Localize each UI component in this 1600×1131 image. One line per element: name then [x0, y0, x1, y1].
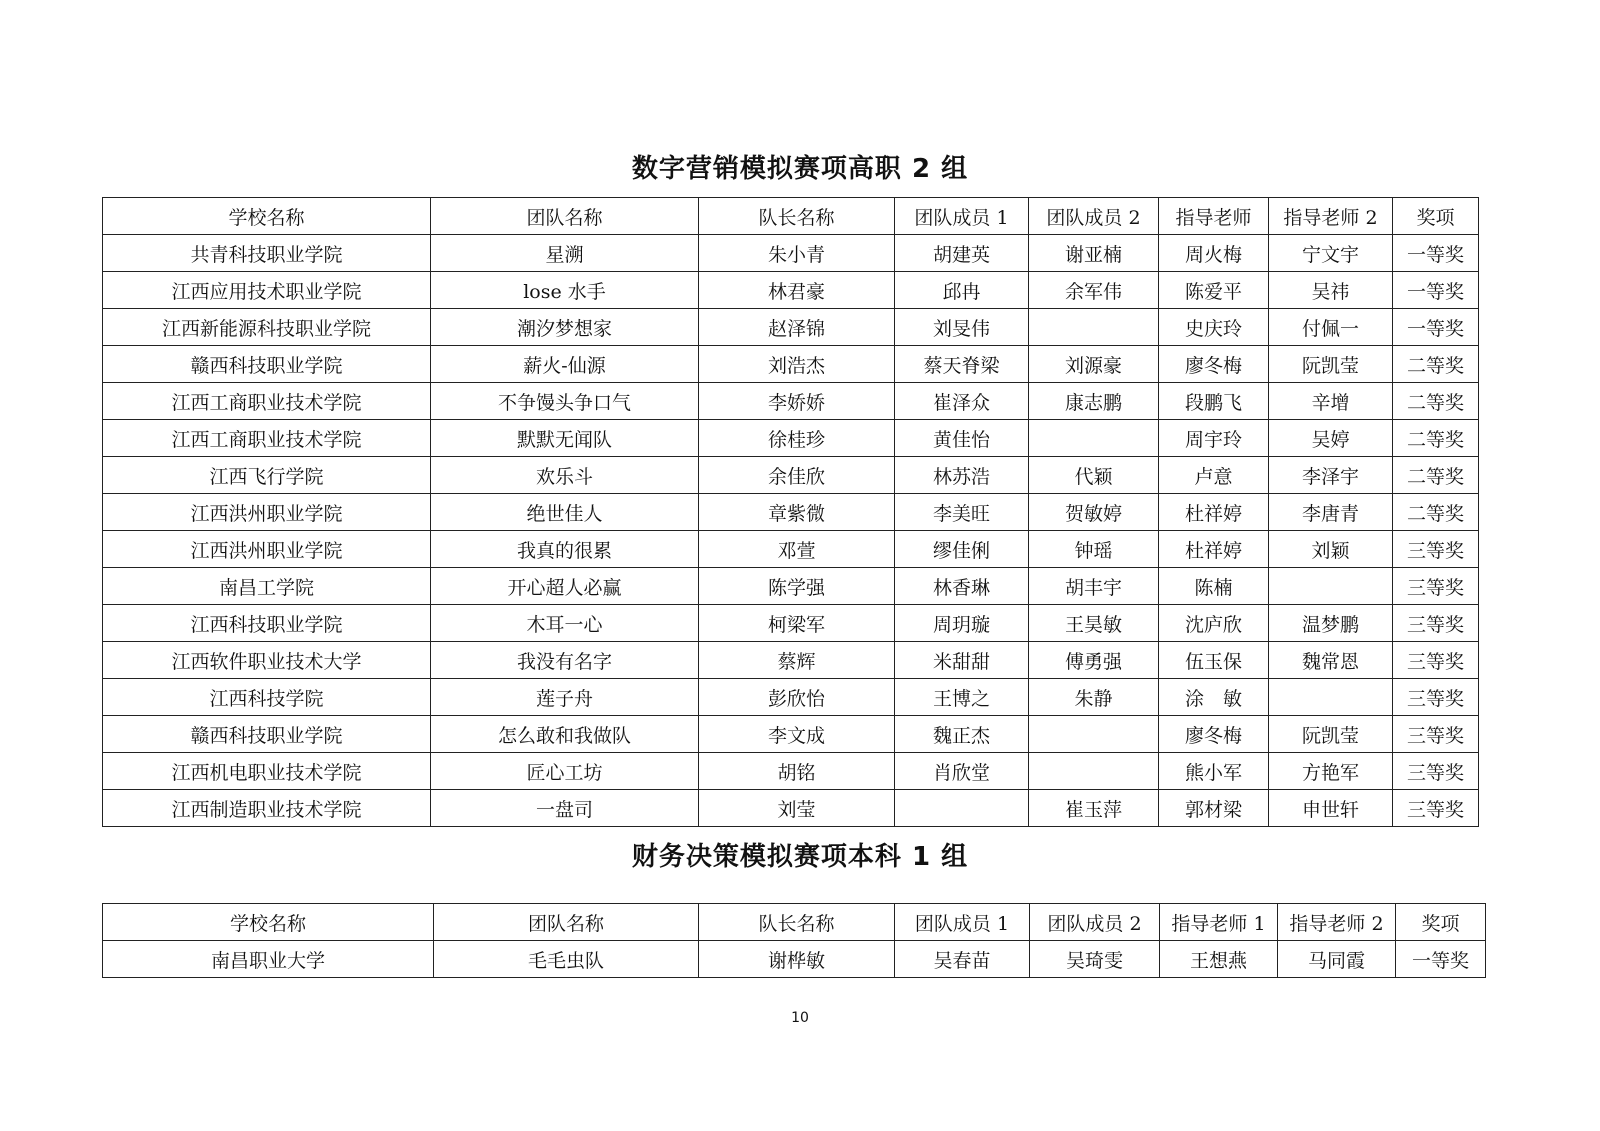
table-cell: 林苏浩	[895, 457, 1029, 494]
table-cell: 申世轩	[1269, 790, 1393, 827]
table-cell: 傅勇强	[1029, 642, 1159, 679]
table-cell: 贺敏婷	[1029, 494, 1159, 531]
table-cell: 三等奖	[1393, 605, 1479, 642]
table-cell: 李唐青	[1269, 494, 1393, 531]
table-row	[103, 383, 1479, 420]
table-cell: 刘颖	[1269, 531, 1393, 568]
table-cell: 吴琦雯	[1030, 941, 1160, 978]
table-cell: 段鹏飞	[1159, 383, 1269, 420]
table-cell: 刘旻伟	[895, 309, 1029, 346]
table-cell: 徐桂珍	[699, 420, 895, 457]
table-cell: 沈庐欣	[1159, 605, 1269, 642]
table-row	[103, 235, 1479, 272]
column-header: 指导老师	[1159, 198, 1269, 235]
table-cell: 胡丰宇	[1029, 568, 1159, 605]
column-header: 学校名称	[103, 198, 431, 235]
table-cell: 李美旺	[895, 494, 1029, 531]
table-cell: 赣西科技职业学院	[103, 716, 431, 753]
table-row	[103, 679, 1479, 716]
table-cell: 一等奖	[1393, 235, 1479, 272]
column-header: 队长名称	[699, 198, 895, 235]
table-cell: 郭材梁	[1159, 790, 1269, 827]
column-header: 奖项	[1396, 904, 1486, 941]
table-cell: 江西软件职业技术大学	[103, 642, 431, 679]
table-cell: 三等奖	[1393, 753, 1479, 790]
table-cell: 江西制造职业技术学院	[103, 790, 431, 827]
table-cell: 蔡辉	[699, 642, 895, 679]
table-cell: 廖冬梅	[1159, 716, 1269, 753]
column-header: 团队成员 1	[895, 904, 1030, 941]
table-cell: 江西工商职业技术学院	[103, 383, 431, 420]
table-cell: 王昊敏	[1029, 605, 1159, 642]
table-cell: 二等奖	[1393, 420, 1479, 457]
table-row	[103, 753, 1479, 790]
table-cell: 木耳一心	[431, 605, 699, 642]
table-cell: 史庆玲	[1159, 309, 1269, 346]
table-cell: 绝世佳人	[431, 494, 699, 531]
table-cell: 卢意	[1159, 457, 1269, 494]
table-cell: 薪火-仙源	[431, 346, 699, 383]
table-cell: 代颖	[1029, 457, 1159, 494]
table-cell	[1269, 568, 1393, 605]
table-row	[103, 457, 1479, 494]
table-cell: 江西飞行学院	[103, 457, 431, 494]
table-cell: 邱冉	[895, 272, 1029, 309]
column-header: 学校名称	[103, 904, 434, 941]
column-header: 团队名称	[431, 198, 699, 235]
table-cell: 崔泽众	[895, 383, 1029, 420]
column-header: 指导老师 1	[1160, 904, 1278, 941]
table-cell: 谢亚楠	[1029, 235, 1159, 272]
table-cell: 朱小青	[699, 235, 895, 272]
table-cell: 莲子舟	[431, 679, 699, 716]
table-cell: 三等奖	[1393, 679, 1479, 716]
table-cell: 共青科技职业学院	[103, 235, 431, 272]
table-cell: 江西科技职业学院	[103, 605, 431, 642]
table-cell: 默默无闻队	[431, 420, 699, 457]
table-cell: 南昌职业大学	[103, 941, 434, 978]
table-cell: 邓萱	[699, 531, 895, 568]
header-row	[103, 904, 1486, 941]
table-cell: 赣西科技职业学院	[103, 346, 431, 383]
table-cell: 米甜甜	[895, 642, 1029, 679]
table-row	[103, 716, 1479, 753]
table-cell: 三等奖	[1393, 531, 1479, 568]
table-cell: 余军伟	[1029, 272, 1159, 309]
table-cell: 章紫微	[699, 494, 895, 531]
table-cell: 余佳欣	[699, 457, 895, 494]
column-header: 指导老师 2	[1269, 198, 1393, 235]
page-number: 10	[791, 1010, 809, 1026]
header-row	[103, 198, 1479, 235]
table-cell: 江西机电职业技术学院	[103, 753, 431, 790]
table-row	[103, 272, 1479, 309]
table-cell: 熊小军	[1159, 753, 1269, 790]
table-cell: 周宇玲	[1159, 420, 1269, 457]
table-row	[103, 309, 1479, 346]
table-cell: 钟瑶	[1029, 531, 1159, 568]
table-row	[103, 605, 1479, 642]
table-cell: 杜祥婷	[1159, 494, 1269, 531]
table-cell: 魏常恩	[1269, 642, 1393, 679]
table-cell: 王博之	[895, 679, 1029, 716]
table-cell: 我没有名字	[431, 642, 699, 679]
table-cell: 阮凯莹	[1269, 346, 1393, 383]
table-cell: 江西应用技术职业学院	[103, 272, 431, 309]
table-cell: 王想燕	[1160, 941, 1278, 978]
table-cell: 三等奖	[1393, 790, 1479, 827]
table-cell: 我真的很累	[431, 531, 699, 568]
table-cell: 刘浩杰	[699, 346, 895, 383]
table-cell: 星溯	[431, 235, 699, 272]
table-cell: 怎么敢和我做队	[431, 716, 699, 753]
table-cell: 三等奖	[1393, 716, 1479, 753]
table-cell: 吴祎	[1269, 272, 1393, 309]
table-cell: 刘莹	[699, 790, 895, 827]
table-cell: 匠心工坊	[431, 753, 699, 790]
table-cell: lose 水手	[431, 272, 699, 309]
table-row	[103, 642, 1479, 679]
table-cell: 江西新能源科技职业学院	[103, 309, 431, 346]
table-cell: 三等奖	[1393, 642, 1479, 679]
table-row	[103, 420, 1479, 457]
table-cell: 林君豪	[699, 272, 895, 309]
column-header: 团队成员 1	[895, 198, 1029, 235]
table-cell: 胡建英	[895, 235, 1029, 272]
table-cell: 一等奖	[1396, 941, 1486, 978]
table-cell: 江西洪州职业学院	[103, 494, 431, 531]
table-cell: 李娇娇	[699, 383, 895, 420]
table-cell: 潮汐梦想家	[431, 309, 699, 346]
table-row	[103, 790, 1479, 827]
table-cell: 方艳军	[1269, 753, 1393, 790]
table-row	[103, 494, 1479, 531]
table-cell: 魏正杰	[895, 716, 1029, 753]
section-title-financial-decision: 财务决策模拟赛项本科 1 组	[631, 842, 969, 872]
table-cell: 一等奖	[1393, 272, 1479, 309]
table-cell: 江西科技学院	[103, 679, 431, 716]
table-cell	[1269, 679, 1393, 716]
table-cell: 周火梅	[1159, 235, 1269, 272]
table-cell	[895, 790, 1029, 827]
table-cell: 马同霞	[1278, 941, 1396, 978]
table-cell: 廖冬梅	[1159, 346, 1269, 383]
column-header: 指导老师 2	[1278, 904, 1396, 941]
table-cell: 二等奖	[1393, 457, 1479, 494]
table-cell: 伍玉保	[1159, 642, 1269, 679]
table-cell: 林香琳	[895, 568, 1029, 605]
table-cell: 阮凯莹	[1269, 716, 1393, 753]
table-cell: 陈爱平	[1159, 272, 1269, 309]
table-cell: 吴春苗	[895, 941, 1030, 978]
table-cell: 周玥璇	[895, 605, 1029, 642]
table-cell	[1029, 420, 1159, 457]
award-table-digital-marketing	[102, 197, 1479, 827]
column-header: 团队成员 2	[1030, 904, 1160, 941]
table-cell	[1029, 309, 1159, 346]
table-cell	[1029, 753, 1159, 790]
table-cell: 胡铭	[699, 753, 895, 790]
table-row	[103, 941, 1486, 978]
table-cell: 李泽宇	[1269, 457, 1393, 494]
table-cell: 欢乐斗	[431, 457, 699, 494]
table-cell: 付佩一	[1269, 309, 1393, 346]
table-cell: 刘源豪	[1029, 346, 1159, 383]
table-row	[103, 346, 1479, 383]
table-cell: 开心超人必赢	[431, 568, 699, 605]
table-cell: 二等奖	[1393, 346, 1479, 383]
table-cell: 彭欣怡	[699, 679, 895, 716]
column-header: 团队成员 2	[1029, 198, 1159, 235]
table-cell: 吴婷	[1269, 420, 1393, 457]
column-header: 团队名称	[434, 904, 699, 941]
table-cell: 江西工商职业技术学院	[103, 420, 431, 457]
table-cell: 江西洪州职业学院	[103, 531, 431, 568]
table-cell: 肖欣堂	[895, 753, 1029, 790]
table-cell: 毛毛虫队	[434, 941, 699, 978]
table-cell: 二等奖	[1393, 494, 1479, 531]
table-cell: 柯梁军	[699, 605, 895, 642]
table-cell	[1029, 716, 1159, 753]
section-title-digital-marketing: 数字营销模拟赛项高职 2 组	[631, 154, 969, 184]
table-cell: 一等奖	[1393, 309, 1479, 346]
table-cell: 黄佳怡	[895, 420, 1029, 457]
table-cell: 三等奖	[1393, 568, 1479, 605]
table-cell: 蔡天脊梁	[895, 346, 1029, 383]
table-cell: 宁文宇	[1269, 235, 1393, 272]
table-cell: 南昌工学院	[103, 568, 431, 605]
table-cell: 朱静	[1029, 679, 1159, 716]
table-row	[103, 568, 1479, 605]
table-cell: 不争馒头争口气	[431, 383, 699, 420]
column-header: 队长名称	[699, 904, 895, 941]
column-header: 奖项	[1393, 198, 1479, 235]
table-cell: 李文成	[699, 716, 895, 753]
table-cell: 涂 敏	[1159, 679, 1269, 716]
table-cell: 二等奖	[1393, 383, 1479, 420]
table-cell: 温梦鹏	[1269, 605, 1393, 642]
table-cell: 陈学强	[699, 568, 895, 605]
award-table-financial-decision	[102, 903, 1486, 978]
table-cell: 杜祥婷	[1159, 531, 1269, 568]
table-cell: 谢桦敏	[699, 941, 895, 978]
table-row	[103, 531, 1479, 568]
table-cell: 一盘司	[431, 790, 699, 827]
table-cell: 康志鹏	[1029, 383, 1159, 420]
table-cell: 赵泽锦	[699, 309, 895, 346]
table-cell: 缪佳俐	[895, 531, 1029, 568]
table-cell: 辛增	[1269, 383, 1393, 420]
table-cell: 崔玉萍	[1029, 790, 1159, 827]
table-cell: 陈楠	[1159, 568, 1269, 605]
